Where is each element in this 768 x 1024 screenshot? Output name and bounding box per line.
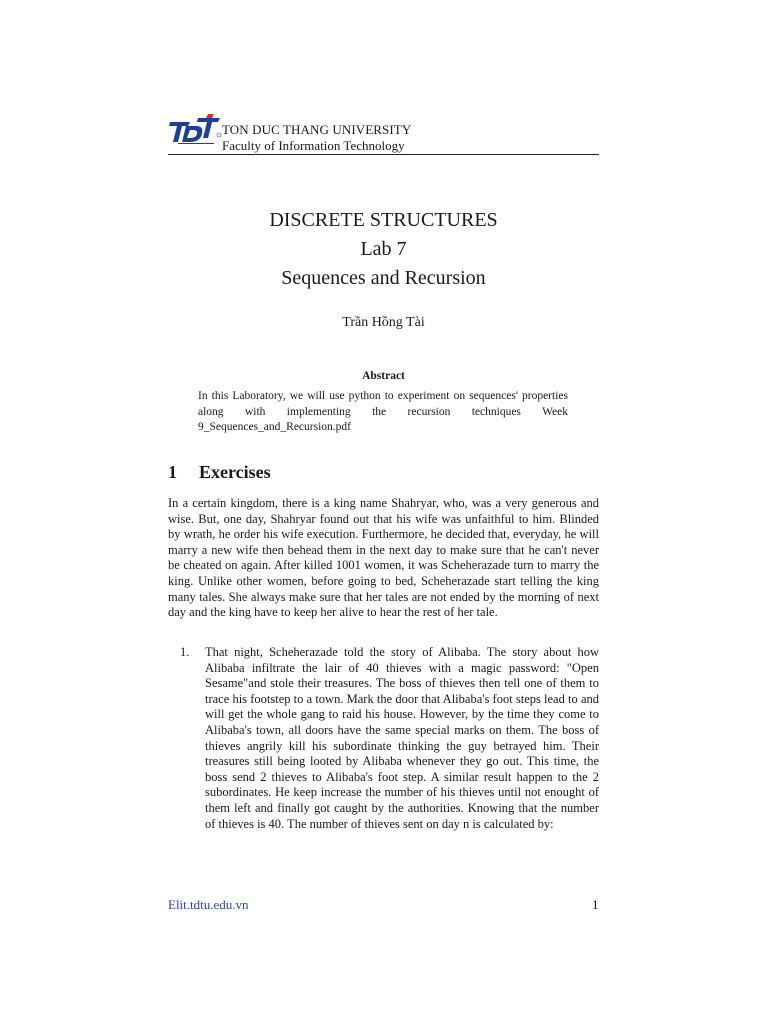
exercise-list xyxy=(168,645,599,832)
section-heading xyxy=(168,462,271,483)
abstract-text: In this Laboratory, we will use python to experiment on sequences' properties along with implementing the recursion techniques Week 9_Sequences_and_Recursion.pdf xyxy=(198,390,568,433)
faculty-name: Faculty of Information Technology xyxy=(222,138,405,153)
footer-link[interactable]: Elit.tdtu.edu.vn xyxy=(168,897,249,912)
tdt-logo-icon xyxy=(168,112,224,146)
section-title: Exercises xyxy=(199,462,271,482)
section-number: 1 xyxy=(168,462,177,482)
lab-topic: Sequences and Recursion xyxy=(281,267,486,289)
title-block xyxy=(168,206,599,331)
page-header xyxy=(168,112,599,155)
abstract-heading: Abstract xyxy=(362,370,405,382)
course-title: DISCRETE STRUCTURES xyxy=(269,209,498,231)
intro-paragraph: In a certain kingdom, there is a king name Shahryar, who, was a very generous and wise. But, one day, Shahryar found out that his wife was unfaithful to him. Blinded by wrath, he order his wife execution. Furthermore, he decided that, everyday, he will marry a new wife then behead them in the next day to make sure that he can't never be cheated on again. After killed 1001 women, it was Scheherazade turn to marry the king. Unlike other women, before going to bed, Scheherazade start telling the king many tales. She always make sure that her tales are not ended by the morning of next day and the king have to keep her alive to hear the rest of her tale. xyxy=(168,496,599,620)
university-name: TON DUC THANG UNIVERSITY xyxy=(222,122,412,137)
lab-number: Lab 7 xyxy=(360,238,407,260)
page-number: 1 xyxy=(592,897,599,912)
list-item xyxy=(168,645,599,832)
list-item-text: That night, Scheherazade told the story of Alibaba. The story about how Alibaba infiltrate the lair of 40 thieves with a magic password: "Open Sesame"and stole their treasures. The boss of thieves then tell one of them to trace his footstep to a town. Mark the door that Alibaba's foot steps lead to and will get the whole gang to raid his house. However, by the time they come to Alibaba's town, all doors have the same special marks on them. The boss of thieves angrily kill his subordinate thinking the guy betrayed him. Their treasures still being looted by Alibaba whenever they go out. This time, the boss send 2 thieves to Alibaba's foot step. A similar result happen to the 2 subordinates. He keep increase the number of his thieves until not enought of them left and finally got caught by the authorities. Knowing that the number of thieves is 40. The number of thieves sent on day n is calculated by: xyxy=(205,645,599,831)
list-marker: 1. xyxy=(180,645,190,659)
author-name: Trần Hồng Tài xyxy=(342,315,425,330)
